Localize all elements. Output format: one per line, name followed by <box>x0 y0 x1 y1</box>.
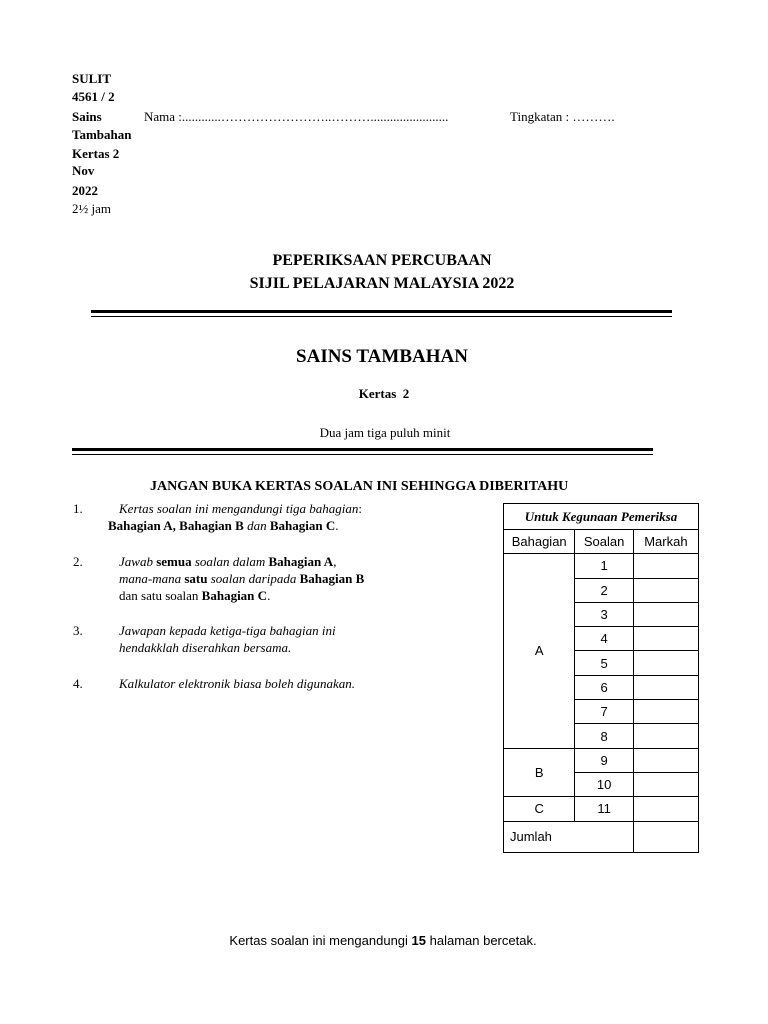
marks-cell[interactable] <box>633 772 698 796</box>
month-label: Nov <box>72 163 95 178</box>
instruction-number: 3. <box>73 623 83 638</box>
exam-title-line2: SIJIL PELAJARAN MALAYSIA 2022 <box>249 275 515 292</box>
marks-cell[interactable] <box>633 724 698 748</box>
question-number-cell: 1 <box>575 554 633 578</box>
table-title-row <box>504 504 699 530</box>
question-number-cell: 9 <box>575 748 633 772</box>
instruction-3-line1: Jawapan kepada ketiga-tiga bahagian ini <box>119 623 336 638</box>
instruction-2-line2 <box>119 570 364 587</box>
question-number-cell: 7 <box>575 700 633 724</box>
question-number-cell: 3 <box>575 602 633 626</box>
marks-cell[interactable] <box>633 651 698 675</box>
question-number-cell: 2 <box>575 578 633 602</box>
instruction-number: 4. <box>73 676 83 691</box>
text-span: . <box>335 518 339 533</box>
question-number-cell: 4 <box>575 627 633 651</box>
name-field[interactable]: Nama :............……………………..………........................ <box>144 109 449 124</box>
subject-title: SAINS TAMBAHAN <box>296 346 468 367</box>
text-span: dan satu soalan <box>119 588 202 603</box>
paper-code: 4561 / 2 <box>72 89 115 104</box>
year-label: 2022 <box>72 183 98 198</box>
text-span: , <box>333 554 337 569</box>
examiner-marks-table <box>503 503 699 853</box>
table-total-row <box>504 821 699 852</box>
total-label: Jumlah <box>504 821 634 852</box>
double-rule-top-thick <box>91 310 672 313</box>
text-span: mana-mana <box>119 571 185 586</box>
instruction-4-line1: Kalkulator elektronik biasa boleh digunakan. <box>119 676 356 691</box>
column-header-section: Bahagian <box>504 530 575 554</box>
text-span: : <box>358 501 363 516</box>
column-header-question: Soalan <box>575 530 633 554</box>
question-number-cell: 10 <box>575 772 633 796</box>
marks-cell[interactable] <box>633 797 698 821</box>
marks-cell[interactable] <box>633 627 698 651</box>
double-rule-bottom-thin <box>72 454 653 455</box>
question-number-cell: 6 <box>575 675 633 699</box>
warning-heading: JANGAN BUKA KERTAS SOALAN INI SEHINGGA DIBERITAHU <box>150 479 569 494</box>
form-field[interactable]: Tingkatan : ………. <box>510 109 615 124</box>
double-rule-top-thin <box>91 316 672 317</box>
question-number-cell: 5 <box>575 651 633 675</box>
marks-cell[interactable] <box>633 748 698 772</box>
section-c-cell: C <box>504 797 575 821</box>
text-span: Bahagian C <box>201 588 268 603</box>
instruction-2-line3 <box>119 587 270 604</box>
paper-label: Kertas 2 <box>72 146 120 161</box>
text-span: Bahagian A, Bahagian B <box>108 518 244 533</box>
text-span: Bahagian B <box>299 571 365 586</box>
paper-title: Kertas 2 <box>358 386 410 401</box>
question-number-cell: 8 <box>575 724 633 748</box>
section-a-cell: A <box>504 554 575 748</box>
page-count-note <box>0 933 766 948</box>
table-title: Untuk Kegunaan Pemeriksa <box>504 504 699 530</box>
text-span: Kertas soalan ini mengandungi <box>229 933 412 948</box>
text-span: satu <box>184 571 208 586</box>
instruction-1-line1 <box>119 500 362 517</box>
instruction-number: 2. <box>73 554 83 569</box>
confidential-label: SULIT <box>72 71 112 86</box>
text-span: soalan dalam <box>191 554 269 569</box>
marks-cell[interactable] <box>633 578 698 602</box>
subject-line1: Sains <box>72 109 102 124</box>
text-span: halaman bercetak. <box>426 933 537 948</box>
marks-cell[interactable] <box>633 700 698 724</box>
subject-line2: Tambahan <box>72 127 132 142</box>
text-span: dan <box>243 518 270 533</box>
text-span: . <box>267 588 271 603</box>
question-number-cell: 11 <box>575 797 633 821</box>
duration-text: Dua jam tiga puluh minit <box>319 425 451 440</box>
marks-cell[interactable] <box>633 675 698 699</box>
instruction-2-line1 <box>119 553 336 570</box>
instruction-1-line2 <box>108 517 338 534</box>
section-b-cell: B <box>504 748 575 797</box>
text-span: Kertas soalan ini mengandungi tiga bahagian <box>119 501 359 516</box>
text-span: soalan daripada <box>207 571 300 586</box>
instruction-3-line2: hendakklah diserahkan bersama. <box>119 640 292 655</box>
text-span: Bahagian C <box>269 518 336 533</box>
text-span: Bahagian A <box>268 554 334 569</box>
column-header-marks: Markah <box>633 530 698 554</box>
instruction-number: 1. <box>73 501 83 516</box>
exam-title-line1: PEPERIKSAAN PERCUBAAN <box>272 252 492 269</box>
text-span: semua <box>156 554 192 569</box>
marks-cell[interactable] <box>633 602 698 626</box>
table-row <box>504 797 699 821</box>
duration-label: 2½ jam <box>72 201 111 216</box>
text-span: Jawab <box>119 554 157 569</box>
table-row <box>504 748 699 772</box>
total-marks-cell[interactable] <box>633 821 698 852</box>
table-row <box>504 554 699 578</box>
table-header-row <box>504 530 699 554</box>
page-count: 15 <box>411 933 426 948</box>
double-rule-bottom-thick <box>72 448 653 451</box>
marks-cell[interactable] <box>633 554 698 578</box>
